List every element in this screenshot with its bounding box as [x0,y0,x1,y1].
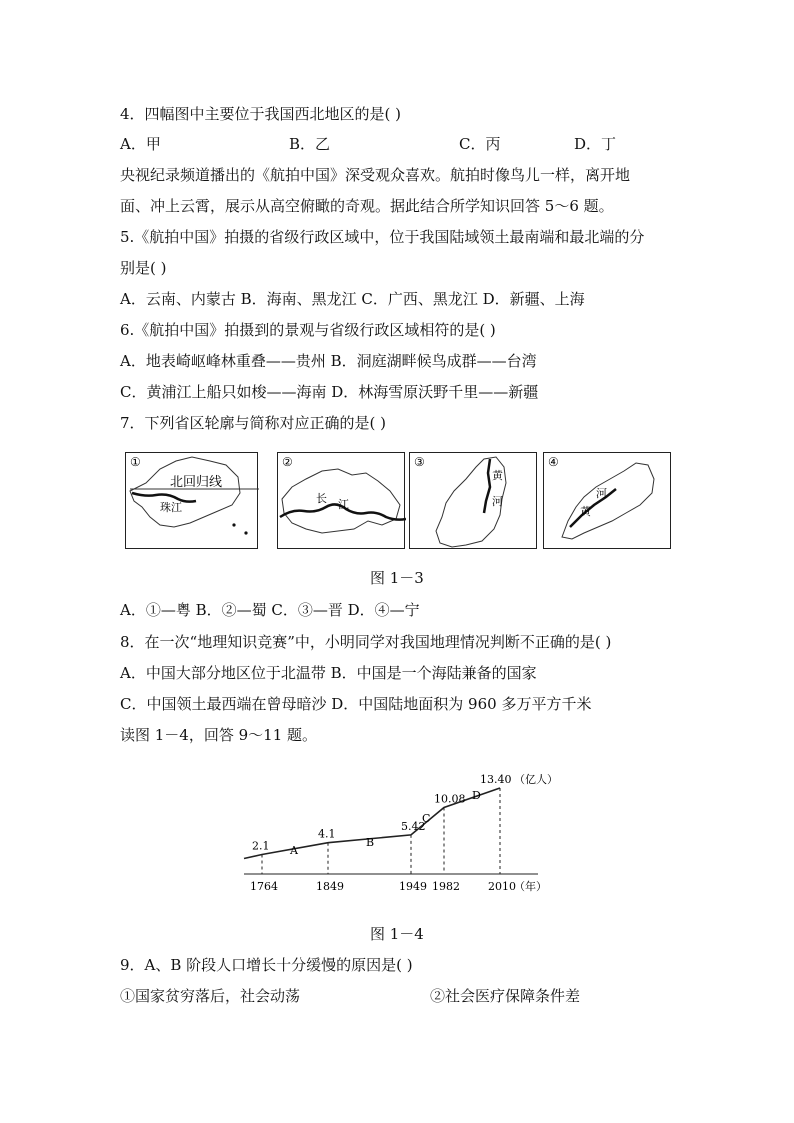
ningxia-outline-svg [544,453,672,550]
q6-stem: 6.《航拍中国》拍摄到的景观与省级行政区域相符的是( ) [120,321,496,339]
river-label-a: 河 [596,487,607,500]
q6-options-line1: A．地表崎岖峰林重叠——贵州 B．洞庭湖畔候鸟成群——台湾 [120,352,537,370]
q9-option-2: ②社会医疗保障条件差 [430,987,581,1005]
province-outline [562,463,654,539]
q8-stem: 8．在一次“地理知识竞赛”中，小明同学对我国地理情况判断不正确的是( ) [120,633,612,651]
river-line [484,459,490,513]
q8-options-line2: C．中国领土最西端在曾母暗沙 D．中国陆地面积为 960 多万平方千米 [120,695,592,713]
q9-option-1: ①国家贫穷落后，社会动荡 [120,987,301,1005]
q4-option-a: A．甲 [120,135,161,153]
q5-stem-line2: 别是( ) [120,259,167,277]
river-label-a: 黄 [492,469,503,482]
x-unit-label: （年） [514,880,547,893]
q5-options: A．云南、内蒙古 B．海南、黑龙江 C．广西、黑龙江 D．新疆、上海 [120,290,585,308]
q4-option-c: C．丙 [459,135,501,153]
island-dot [232,523,235,526]
stage-label: D [472,789,481,802]
value-label: 10.08 [434,792,466,806]
stage-label: A [290,844,298,857]
map-number: ② [282,455,293,469]
shanxi-outline-svg [410,453,538,550]
q7-stem: 7．下列省区轮廓与简称对应正确的是( ) [120,414,387,432]
q4-option-b: B．乙 [289,135,331,153]
stage-label: C [422,812,431,825]
intro-5-6-line2: 面、冲上云霄，展示从高空俯瞰的奇观。据此结合所学知识回答 5～6 题。 [120,197,614,215]
q9-stem: 9．A、B 阶段人口增长十分缓慢的原因是( ) [120,956,413,974]
y-unit-label: （亿人） [514,773,558,786]
value-label: 2.1 [252,839,270,853]
guangdong-outline-svg [126,453,259,550]
figure-1-3-caption: 图 1－3 [370,569,424,587]
map-number: ③ [414,455,425,469]
q7-options: A．①—粤 B．②—蜀 C．③—晋 D．④—宁 [120,601,420,619]
river-label-b: 河 [492,495,503,508]
river-label-b: 黄 [580,505,591,518]
map-number: ④ [548,455,559,469]
province-outline [130,457,240,527]
x-tick-label: 1949 [399,880,427,893]
figure-1-4-caption: 图 1－4 [370,925,424,943]
province-map-3 [409,452,537,549]
q4-stem: 4．四幅图中主要位于我国西北地区的是( ) [120,105,402,123]
river-line [570,489,616,527]
q5-stem-line1: 5.《航拍中国》拍摄的省级行政区域中，位于我国陆域领土最南端和最北端的分 [120,228,645,246]
hubei-outline-svg [278,453,406,550]
q6-options-line2: C．黄浦江上船只如梭——海南 D．林海雪原沃野千里——新疆 [120,383,539,401]
river-label: 珠江 [160,501,182,514]
island-dot [244,531,247,534]
tropic-label: 北回归线 [170,475,223,490]
value-label: 13.40 [480,773,512,786]
x-tick-label: 2010 [488,880,516,893]
province-map-1 [125,452,258,549]
intro-9-11: 读图 1－4，回答 9～11 题。 [120,726,318,744]
stage-label: B [366,836,375,849]
river-label-a: 长 [316,492,327,505]
q4-option-d: D．丁 [574,135,617,153]
value-label: 4.1 [318,827,336,841]
x-tick-label: 1764 [250,880,278,893]
river-label-b: 江 [338,498,349,511]
x-tick-label: 1982 [432,880,460,893]
value-label: 5.42 [401,819,426,833]
population-chart [238,758,558,908]
intro-5-6-line1: 央视纪录频道播出的《航拍中国》深受观众喜欢。航拍时像鸟儿一样，离开地 [120,166,631,184]
q8-options-line1: A．中国大部分地区位于北温带 B．中国是一个海陆兼备的国家 [120,664,537,682]
province-map-4 [543,452,671,549]
map-number: ① [130,455,141,469]
x-tick-label: 1849 [316,880,344,893]
province-map-2 [277,452,405,549]
